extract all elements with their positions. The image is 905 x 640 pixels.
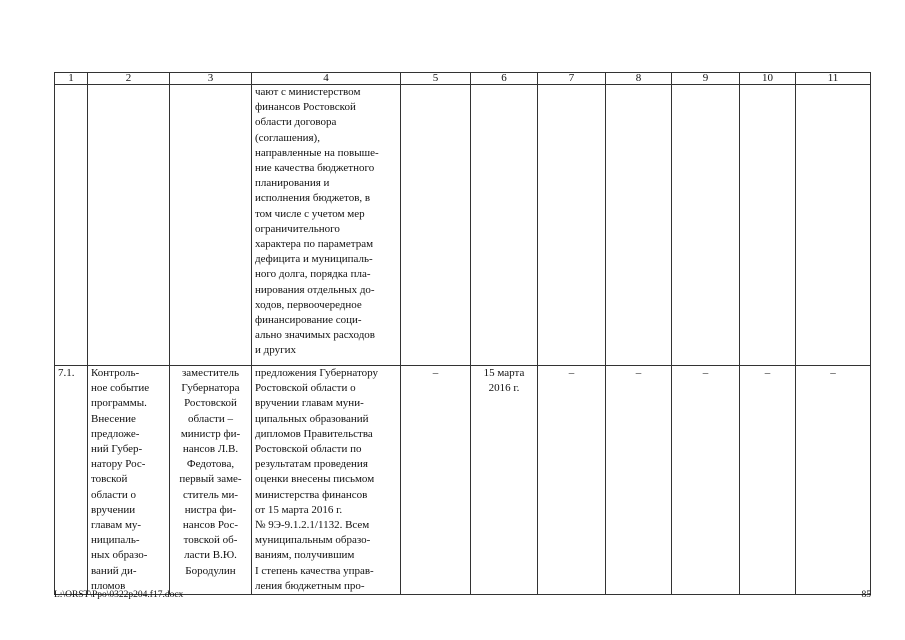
- table-cell: –: [740, 366, 796, 595]
- column-number-header: 10: [740, 73, 796, 85]
- table-cell: [672, 85, 740, 366]
- table-row-7-1: [55, 366, 871, 595]
- table-cell-description: чают с министерством финансов Ростовской области договора (соглашения), направленные на повыше- ние качества бюджетного планирования и исполнения бюджетов, в том числе с учетом мер ограничительного характера по параметрам дефицита и муниципаль- ного долга, порядка пла- нирования отдельных до- ходов, первоочередное финансирование соци- ально значимых расходов и других: [252, 85, 401, 366]
- column-number-header: 4: [252, 73, 401, 85]
- column-number-header: 2: [88, 73, 170, 85]
- column-number-header: 9: [672, 73, 740, 85]
- table-cell: [55, 85, 88, 366]
- column-number-header: 1: [55, 73, 88, 85]
- table-cell: [740, 85, 796, 366]
- responsible-person-cell: заместитель Губернатора Ростовской области – министр фи- нансов Л.В. Федотова, первый заме- ститель ми- нистра фи- нансов Рос- товской об- ласти В.Ю. Бородулин: [170, 366, 252, 595]
- page-number: 85: [861, 590, 871, 600]
- result-description-cell: предложения Губернатору Ростовской области о вручении главам муни- ципальных образований дипломов Правительства Ростовской области по результатам проведения оценки внесены письмом министерства финансов от 15 марта 2016 г. № 9Э-9.1.2.1/1132. Всем муниципальным образо- ваниям, получившим I степень качества управ- ления бюджетным про-: [252, 366, 401, 595]
- column-number-header: 3: [170, 73, 252, 85]
- table-cell: [538, 85, 606, 366]
- table-cell: [796, 85, 871, 366]
- event-name-cell: Контроль- ное событие программы. Внесение предложе- ний Губер- натору Рос- товской области о вручении главам му- ниципаль- ных образо- ваний ди- пломов: [88, 366, 170, 595]
- document-table: [54, 72, 871, 595]
- table-cell: [401, 85, 471, 366]
- row-number-cell: 7.1.: [55, 366, 88, 595]
- table-cell: [606, 85, 672, 366]
- table-cell: [88, 85, 170, 366]
- date-cell: 15 марта 2016 г.: [471, 366, 538, 595]
- column-number-header: 11: [796, 73, 871, 85]
- table-header-row: [55, 73, 871, 85]
- table-cell: [170, 85, 252, 366]
- column-number-header: 5: [401, 73, 471, 85]
- table-cell: –: [401, 366, 471, 595]
- table-cell: [471, 85, 538, 366]
- table-cell: –: [672, 366, 740, 595]
- footer-file-path: L:\ORST\Ppo\0322p204.f17.docx: [54, 590, 184, 600]
- column-number-header: 6: [471, 73, 538, 85]
- column-number-header: 8: [606, 73, 672, 85]
- table-cell: –: [796, 366, 871, 595]
- table-row-continued: [55, 85, 871, 366]
- column-number-header: 7: [538, 73, 606, 85]
- table-cell: –: [606, 366, 672, 595]
- table-cell: –: [538, 366, 606, 595]
